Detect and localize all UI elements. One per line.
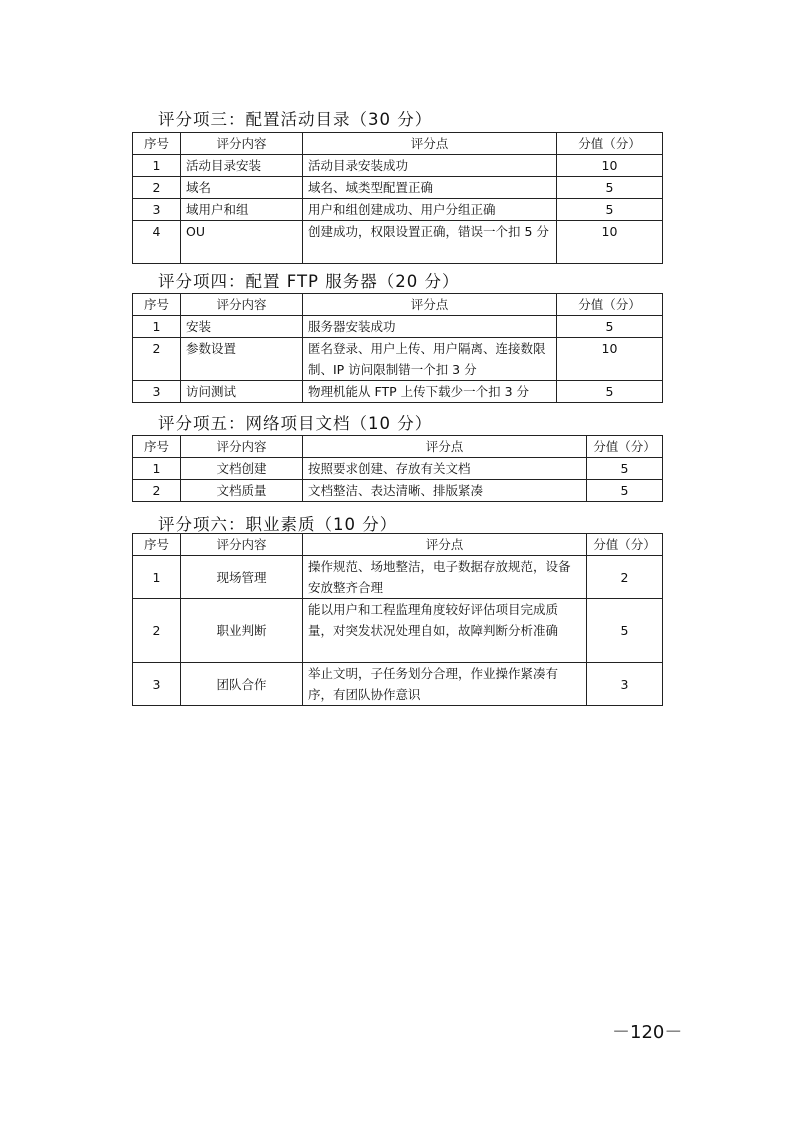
cell-score: 5 bbox=[557, 316, 663, 338]
cell-score: 5 bbox=[557, 381, 663, 403]
cell-points: 举止文明，子任务划分合理，作业操作紧凑有序，有团队协作意识 bbox=[303, 663, 587, 706]
table-row bbox=[133, 316, 663, 338]
cell-no: 2 bbox=[133, 599, 181, 663]
cell-points: 能以用户和工程监理角度较好评估项目完成质量，对突发状况处理自如，故障判断分析准确 bbox=[303, 599, 587, 663]
cell-score: 10 bbox=[557, 221, 663, 264]
cell-content: 团队合作 bbox=[181, 663, 303, 706]
section-title-5: 评分项五：网络项目文档（10 分） bbox=[158, 414, 433, 433]
table-header-row bbox=[133, 436, 663, 458]
cell-score: 5 bbox=[557, 177, 663, 199]
header-score: 分值（分） bbox=[587, 436, 663, 458]
table-header-row bbox=[133, 534, 663, 556]
cell-points: 创建成功，权限设置正确，错误一个扣 5 分 bbox=[303, 221, 557, 264]
cell-content: 文档创建 bbox=[181, 458, 303, 480]
table-row bbox=[133, 221, 663, 264]
header-content: 评分内容 bbox=[181, 534, 303, 556]
table-row bbox=[133, 155, 663, 177]
table-row bbox=[133, 458, 663, 480]
table-row bbox=[133, 177, 663, 199]
table-row bbox=[133, 599, 663, 663]
cell-no: 4 bbox=[133, 221, 181, 264]
table-row bbox=[133, 199, 663, 221]
table-header-row bbox=[133, 294, 663, 316]
cell-score: 5 bbox=[587, 458, 663, 480]
table-row bbox=[133, 480, 663, 502]
header-no: 序号 bbox=[133, 294, 181, 316]
table-row bbox=[133, 556, 663, 599]
table-row bbox=[133, 663, 663, 706]
header-no: 序号 bbox=[133, 436, 181, 458]
cell-points: 物理机能从 FTP 上传下载少一个扣 3 分 bbox=[303, 381, 557, 403]
table-row bbox=[133, 338, 663, 381]
cell-content: 域名 bbox=[181, 177, 303, 199]
score-table-4 bbox=[132, 293, 663, 403]
section-title-3: 评分项三：配置活动目录（30 分） bbox=[158, 110, 433, 129]
cell-no: 1 bbox=[133, 316, 181, 338]
cell-content: 文档质量 bbox=[181, 480, 303, 502]
table-header-row bbox=[133, 133, 663, 155]
header-content: 评分内容 bbox=[181, 133, 303, 155]
cell-points: 用户和组创建成功、用户分组正确 bbox=[303, 199, 557, 221]
cell-points: 文档整洁、表达清晰、排版紧凑 bbox=[303, 480, 587, 502]
header-points: 评分点 bbox=[303, 534, 587, 556]
cell-score: 10 bbox=[557, 338, 663, 381]
cell-score: 3 bbox=[587, 663, 663, 706]
cell-no: 1 bbox=[133, 155, 181, 177]
cell-points: 按照要求创建、存放有关文档 bbox=[303, 458, 587, 480]
cell-points: 服务器安装成功 bbox=[303, 316, 557, 338]
header-points: 评分点 bbox=[303, 133, 557, 155]
cell-no: 3 bbox=[133, 381, 181, 403]
cell-no: 2 bbox=[133, 338, 181, 381]
cell-points: 域名、域类型配置正确 bbox=[303, 177, 557, 199]
cell-content: 参数设置 bbox=[181, 338, 303, 381]
header-no: 序号 bbox=[133, 133, 181, 155]
cell-no: 3 bbox=[133, 199, 181, 221]
cell-content: 域用户和组 bbox=[181, 199, 303, 221]
cell-content: 活动目录安装 bbox=[181, 155, 303, 177]
cell-points: 操作规范、场地整洁，电子数据存放规范，设备安放整齐合理 bbox=[303, 556, 587, 599]
cell-score: 5 bbox=[557, 199, 663, 221]
header-content: 评分内容 bbox=[181, 294, 303, 316]
header-points: 评分点 bbox=[303, 436, 587, 458]
cell-no: 3 bbox=[133, 663, 181, 706]
cell-points: 匿名登录、用户上传、用户隔离、连接数限制、IP 访问限制错一个扣 3 分 bbox=[303, 338, 557, 381]
header-content: 评分内容 bbox=[181, 436, 303, 458]
header-score: 分值（分） bbox=[557, 133, 663, 155]
cell-score: 5 bbox=[587, 480, 663, 502]
cell-points: 活动目录安装成功 bbox=[303, 155, 557, 177]
score-table-5 bbox=[132, 435, 663, 502]
section-title-4: 评分项四：配置 FTP 服务器（20 分） bbox=[158, 272, 460, 291]
page-number: －120－ bbox=[612, 1022, 683, 1043]
cell-content: 现场管理 bbox=[181, 556, 303, 599]
header-score: 分值（分） bbox=[587, 534, 663, 556]
cell-no: 2 bbox=[133, 177, 181, 199]
cell-no: 2 bbox=[133, 480, 181, 502]
cell-content: 职业判断 bbox=[181, 599, 303, 663]
cell-content: 安装 bbox=[181, 316, 303, 338]
score-table-3 bbox=[132, 132, 663, 264]
header-score: 分值（分） bbox=[557, 294, 663, 316]
header-no: 序号 bbox=[133, 534, 181, 556]
cell-content: OU bbox=[181, 221, 303, 264]
cell-score: 5 bbox=[587, 599, 663, 663]
table-row bbox=[133, 381, 663, 403]
cell-no: 1 bbox=[133, 556, 181, 599]
score-table-6 bbox=[132, 533, 663, 706]
cell-no: 1 bbox=[133, 458, 181, 480]
section-title-6: 评分项六：职业素质（10 分） bbox=[158, 515, 398, 534]
cell-score: 10 bbox=[557, 155, 663, 177]
header-points: 评分点 bbox=[303, 294, 557, 316]
cell-score: 2 bbox=[587, 556, 663, 599]
cell-content: 访问测试 bbox=[181, 381, 303, 403]
